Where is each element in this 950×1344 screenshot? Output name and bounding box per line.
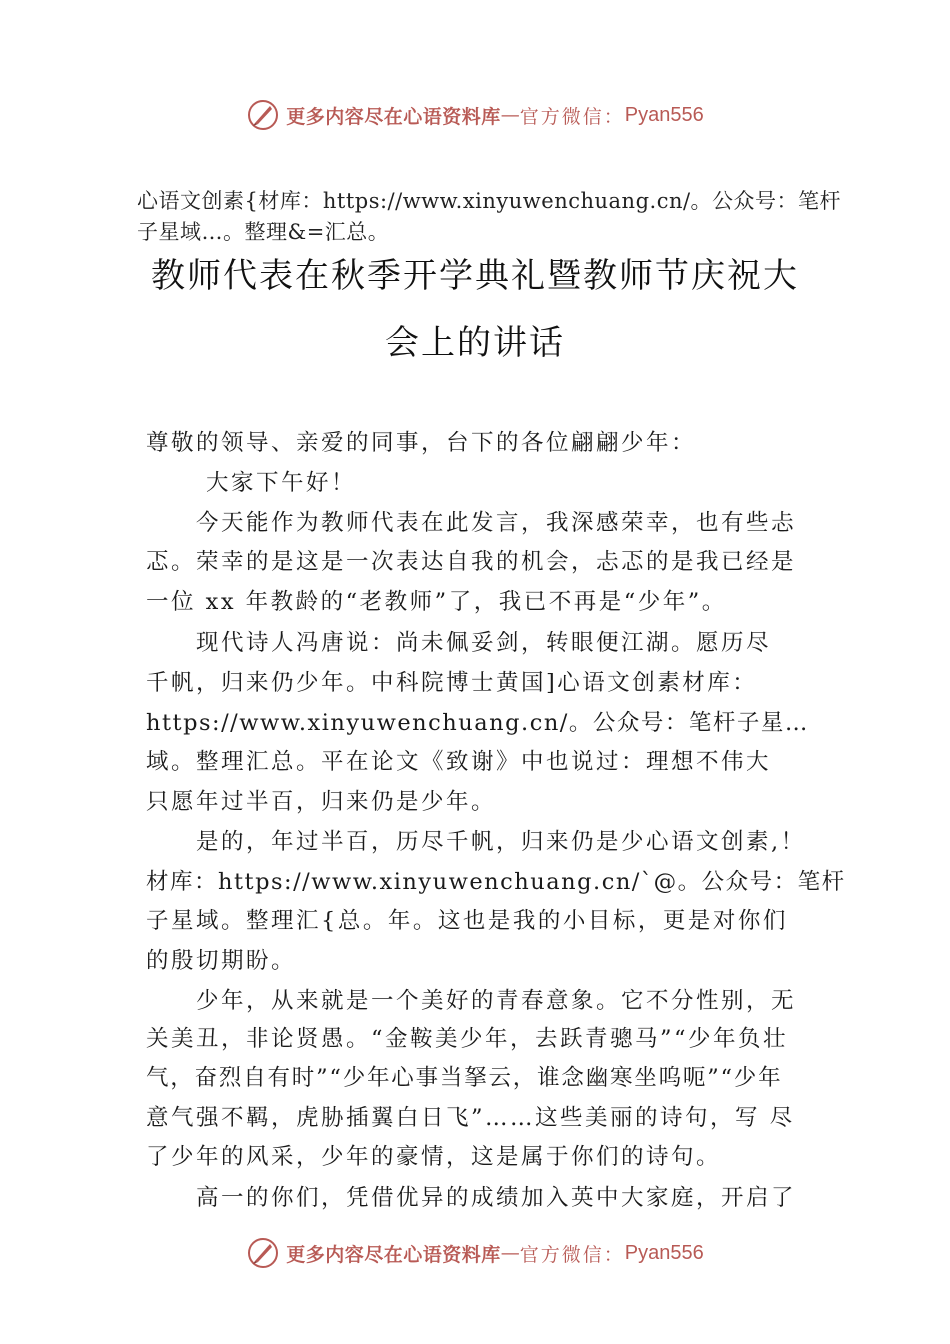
bottom-banner <box>0 1233 950 1273</box>
text-line: 高一的你们，凭借优异的成绩加入英中大家庭，开启了 <box>196 1185 797 1211</box>
text-line: 材库：https://www.xinyuwenchuang.cn/`@。公众号：笔杆 <box>146 869 846 895</box>
text-line: 是的，年过半百，历尽千帆，归来仍是少心语文创素,！ <box>196 829 806 855</box>
text-line: 今天能作为教师代表在此发言，我深感荣幸，也有些忐 <box>196 510 797 536</box>
salutation: 尊敬的领导、亲爱的同事，台下的各位翩翩少年： <box>146 430 697 456</box>
text-line: 子星域。整理汇{总。年。这也是我的小目标，更是对你们 <box>146 908 788 934</box>
banner-wechat-id: Pyan556 <box>624 103 704 126</box>
top-banner <box>0 95 950 135</box>
text-line: 少年，从来就是一个美好的青春意象。它不分性别，无 <box>196 988 797 1014</box>
banner-separator: — <box>500 1242 520 1264</box>
banner-separator: — <box>500 104 520 126</box>
text-line: https://www.xinyuwenchuang.cn/。公众号：笔杆子星… <box>146 710 809 736</box>
banner-text: 更多内容尽在心语资料库 <box>286 1243 501 1266</box>
quill-logo-icon <box>246 1236 280 1270</box>
text-line: 忑。荣幸的是这是一次表达自我的机会，忐忑的是我已经是 <box>146 549 797 575</box>
banner-wechat-id: Pyan556 <box>624 1241 704 1264</box>
banner-text: 更多内容尽在心语资料库 <box>286 105 501 128</box>
text-line: 只愿年过半百，归来仍是少年。 <box>146 789 497 815</box>
text-line: 的殷切期盼。 <box>146 948 297 974</box>
banner-wechat-label: 官方微信： <box>519 105 625 128</box>
header-note: 心语文创素{材库：https://www.xinyuwenchuang.cn/。公众号：笔杆子星域…。整理&=汇总。 <box>137 189 842 244</box>
text-line: 了少年的风采，少年的豪情，这是属于你们的诗句。 <box>146 1144 722 1170</box>
page-title-line-2: 会上的讲话 <box>385 323 565 363</box>
greeting: 大家下午好！ <box>206 470 357 496</box>
banner-wechat-label: 官方微信： <box>519 1243 625 1266</box>
page-title-line-1: 教师代表在秋季开学典礼暨教师节庆祝大 <box>151 256 799 296</box>
quill-logo-icon <box>246 98 280 132</box>
text-line: 现代诗人冯唐说：尚未佩妥剑，转眼便江湖。愿历尽 <box>196 630 772 656</box>
text-line: 千帆，归来仍少年。中科院博士黄国]心语文创素材库： <box>146 670 758 696</box>
text-line: 一位 xx 年教龄的“老教师”了，我已不再是“少年”。 <box>146 589 727 615</box>
text-line: 域。整理汇总。平在论文《致谢》中也说过：理想不伟大 <box>146 749 772 775</box>
text-line: 关美丑，非论贤愚。“金鞍美少年，去跃青骢马”“少年负壮 <box>146 1026 789 1052</box>
text-line: 气，奋烈自有时”“少年心事当拏云，谁念幽寒坐呜呃”“少年 <box>146 1065 783 1091</box>
text-line: 意气强不羁，虎胁插翼白日飞”……这些美丽的诗句，写 尽 <box>146 1105 795 1131</box>
